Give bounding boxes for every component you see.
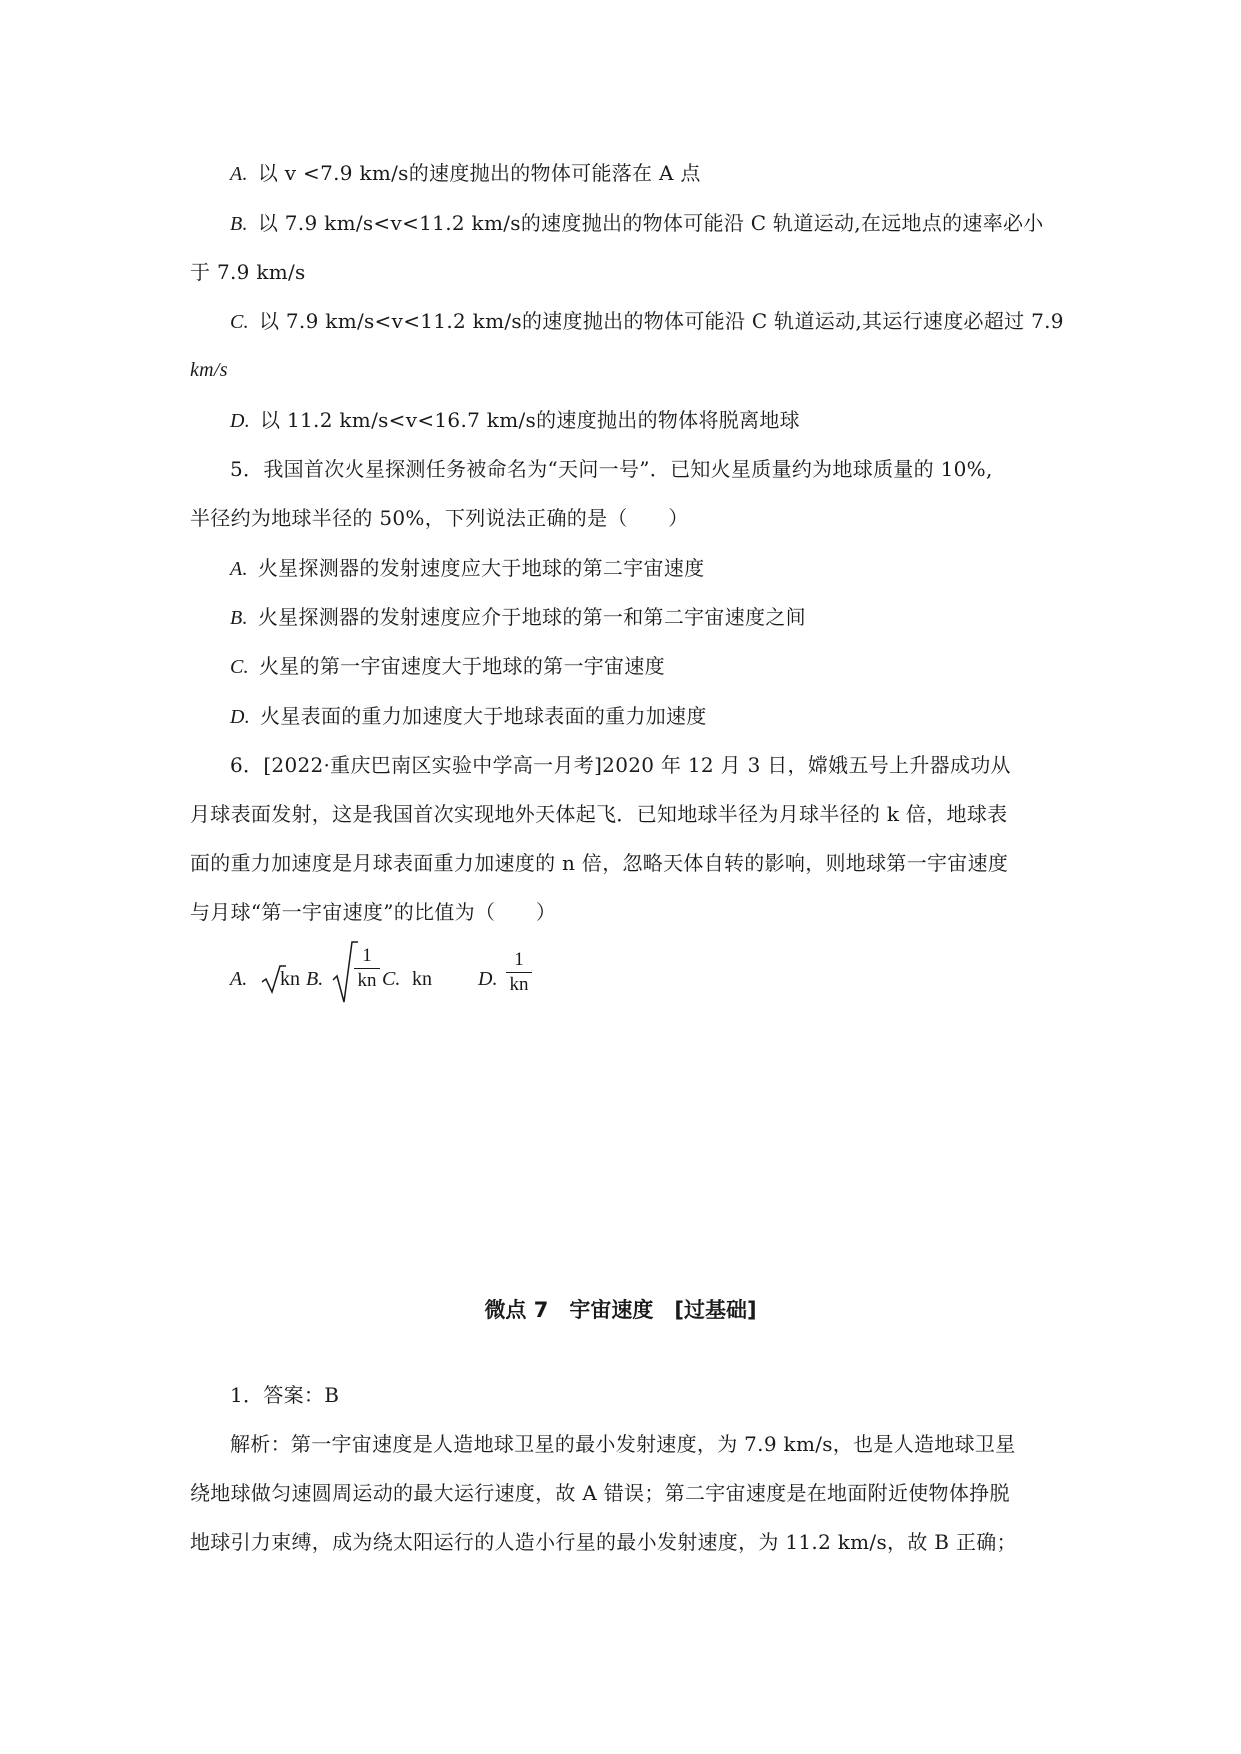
q4-option-c-continued: km/s bbox=[190, 359, 228, 381]
q4-option-a: A. 以 v <7.9 km/s的速度抛出的物体可能落在 A 点 bbox=[230, 161, 701, 185]
answer-line-3: 绕地球做匀速圆周运动的最大运行速度，故 A 错误；第二宇宙速度是在地面附近使物体挣脱 bbox=[190, 1481, 1010, 1505]
q6-option-b-fraction: 1 kn bbox=[354, 944, 380, 993]
q6-option-d-label: D. bbox=[478, 968, 498, 990]
q4-option-b: B. 以 7.9 km/s<v<11.2 km/s的速度抛出的物体可能沿 C 轨道运动,在远地点的速率必小 bbox=[230, 211, 1044, 235]
answer-line-4: 地球引力束缚，成为绕太阳运行的人造小行星的最小发射速度，为 11.2 km/s，故 B 正确； bbox=[190, 1530, 1017, 1554]
q6-stem-line-2: 月球表面发射，这是我国首次实现地外天体起飞．已知地球半径为月球半径的 k 倍，地球表 bbox=[190, 802, 1008, 826]
q6-option-a-label: A. bbox=[230, 968, 248, 990]
q4-option-d: D. 以 11.2 km/s<v<16.7 km/s的速度抛出的物体将脱离地球 bbox=[230, 408, 800, 432]
q6-stem-line-3: 面的重力加速度是月球表面重力加速度的 n 倍，忽略天体自转的影响，则地球第一宇宙速度 bbox=[190, 851, 1009, 875]
q6-option-c-expr: kn bbox=[412, 968, 432, 990]
q6-option-c-label: C. bbox=[382, 968, 401, 990]
q4-option-c: C. 以 7.9 km/s<v<11.2 km/s的速度抛出的物体可能沿 C 轨道运动,其运行速度必超过 7.9 bbox=[230, 309, 1064, 333]
q5-option-c: C. 火星的第一宇宙速度大于地球的第一宇宙速度 bbox=[230, 654, 665, 678]
q5-option-a: A. 火星探测器的发射速度应大于地球的第二宇宙速度 bbox=[230, 556, 705, 580]
q6-option-d-fraction: 1 kn bbox=[506, 948, 532, 997]
q5-stem-line-2: 半径约为地球半径的 50%，下列说法正确的是（ ） bbox=[190, 506, 689, 530]
answer-line-1: 1．答案：B bbox=[230, 1383, 340, 1407]
q6-options bbox=[230, 938, 630, 1018]
q6-option-b-label: B. bbox=[306, 968, 324, 990]
q5-option-b: B. 火星探测器的发射速度应介于地球的第一和第二宇宙速度之间 bbox=[230, 605, 806, 629]
q4-option-b-continued: 于 7.9 km/s bbox=[190, 260, 306, 284]
q6-stem-line-4: 与月球“第一宇宙速度”的比值为（ ） bbox=[190, 900, 557, 924]
q5-option-d: D. 火星表面的重力加速度大于地球表面的重力加速度 bbox=[230, 704, 707, 728]
q6-stem-line-1: 6．[2022·重庆巴南区实验中学高一月考]2020 年 12 月 3 日，嫦娥五号上升器成功从 bbox=[230, 753, 1011, 777]
q5-stem-line-1: 5．我国首次火星探测任务被命名为“天问一号”．已知火星质量约为地球质量的 10%, bbox=[230, 457, 993, 481]
q6-option-a-expr: kn bbox=[280, 968, 300, 990]
section-heading: 微点 7 宇宙速度 [过基础] bbox=[484, 1298, 757, 1322]
answer-line-2: 解析：第一宇宙速度是人造地球卫星的最小发射速度，为 7.9 km/s，也是人造地球卫星 bbox=[230, 1432, 1016, 1456]
